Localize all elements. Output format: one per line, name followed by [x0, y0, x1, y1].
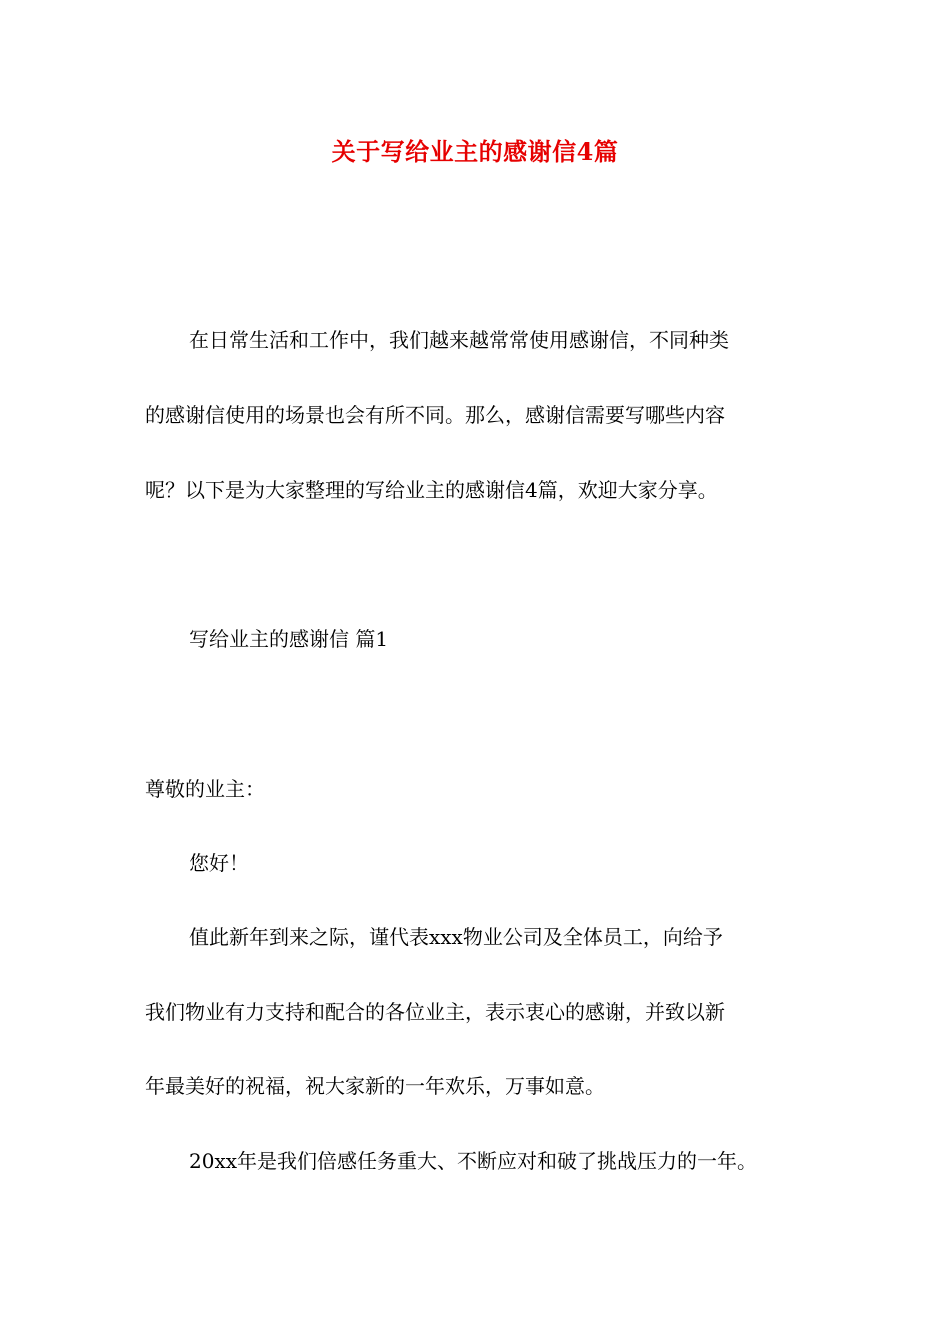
document-title: 关于写给业主的感谢信4篇	[331, 137, 619, 166]
paragraph-line: 20xx年是我们倍感任务重大、不断应对和破了挑战压力的一年。	[189, 1149, 758, 1173]
greeting: 您好！	[189, 851, 249, 875]
intro-line: 的感谢信使用的场景也会有所不同。那么，感谢信需要写哪些内容	[145, 403, 725, 427]
salutation: 尊敬的业主：	[145, 777, 265, 801]
paragraph-line: 年最美好的祝福，祝大家新的一年欢乐，万事如意。	[145, 1074, 605, 1098]
paragraph-line: 我们物业有力支持和配合的各位业主，表示衷心的感谢，并致以新	[145, 1000, 725, 1024]
paragraph-line: 值此新年到来之际，谨代表xxx物业公司及全体员工，向给予	[189, 925, 723, 949]
intro-line: 在日常生活和工作中，我们越来越常常使用感谢信，不同种类	[189, 328, 729, 352]
intro-line: 呢？以下是为大家整理的写给业主的感谢信4篇，欢迎大家分享。	[145, 478, 718, 502]
section-heading: 写给业主的感谢信 篇1	[189, 627, 389, 651]
